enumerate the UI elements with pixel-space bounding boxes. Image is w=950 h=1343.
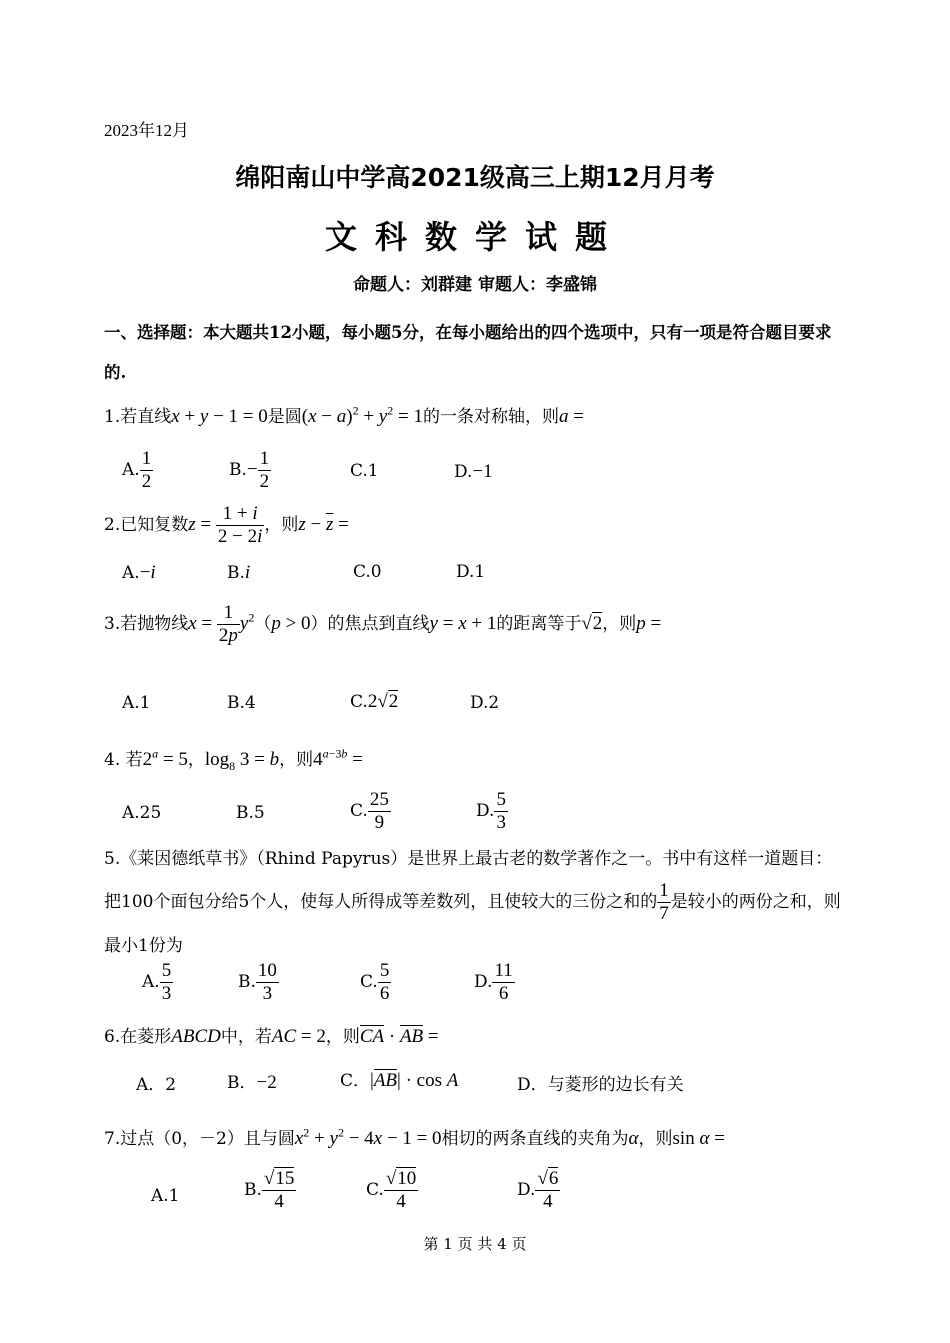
q7-option-a: A.1 xyxy=(151,1186,180,1206)
q2-option-b: B.i xyxy=(227,562,251,583)
q6-option-a: A．2 xyxy=(136,1075,177,1095)
q4-option-c: C. $\frac{25}{9}$ xyxy=(350,789,389,833)
q1-option-a: A. $\frac{1}{2}$ xyxy=(122,448,152,492)
q1-option-d: D.−1 xyxy=(454,461,493,482)
question-5: 5.《莱因德纸草书》（Rhind Papyrus）是世界上最古老的数学著作之一。书中有这样一道题目：把100个面包分给5个人，使每人所得成等差数列，且使较大的三份之和的 $\frac{1}{7}$ 是较小的两份之和，则最小1份为 xyxy=(104,849,841,956)
q5-option-c: C. $\frac{5}{6}$ xyxy=(360,960,390,1004)
q1-option-b: B.− $\frac{1}{2}$ xyxy=(229,448,270,492)
q3-option-c: C.2√2 xyxy=(350,691,399,712)
exam-authors: 命题人：刘群建 审题人：李盛锦 xyxy=(353,275,597,295)
question-4: 4. 若$2^a = 5$，$\log_8 3 = b$，则$4^{a-3b}$ = xyxy=(104,746,363,773)
q6-option-c: C．|AB| · cos A xyxy=(340,1070,459,1091)
q4-option-d: D. $\frac{5}{3}$ xyxy=(476,789,506,833)
q1-option-c: C.1 xyxy=(350,461,379,481)
page-footer: 第 1 页 共 4 页 xyxy=(423,1235,527,1253)
q2-option-d: D.1 xyxy=(456,562,486,582)
q2-option-c: C.0 xyxy=(353,562,382,582)
q5-option-d: D. $\frac{11}{6}$ xyxy=(474,960,513,1004)
q4-option-b: B.5 xyxy=(236,803,265,823)
q7-option-d: D. $\frac{√6}{4}$ xyxy=(517,1168,559,1212)
q2-option-a: A.−i xyxy=(122,562,156,583)
exam-date: 2023年12月 xyxy=(104,121,189,140)
q5-option-b: B. $\frac{10}{3}$ xyxy=(238,960,277,1004)
question-1: 1.若直线x + y − 1 = 0是圆$(x - a)^2 + y^2 = 1$的一条对称轴，则a = xyxy=(104,403,584,427)
question-2: 2.已知复数z = $\frac{1 + i}{2 - 2i}$ ，则$z - \overline{z}$ = xyxy=(104,503,349,547)
question-6: 6.在菱形ABCD中，若AC = 2，则CA · AB = xyxy=(104,1026,439,1047)
exam-title: 绵阳南山中学高2021级高三上期12月月考 xyxy=(235,163,715,192)
q3-option-b: B.4 xyxy=(227,693,256,713)
section-heading: 一、选择题：本大题共12小题，每小题5分，在每小题给出的四个选项中，只有一项是符合题目要求的. xyxy=(104,323,832,382)
q4-option-a: A.25 xyxy=(122,803,162,823)
q5-option-a: A. $\frac{5}{3}$ xyxy=(142,960,172,1004)
q3-option-d: D.2 xyxy=(470,693,500,713)
q6-option-b: B．−2 xyxy=(227,1072,277,1093)
q6-option-d: D．与菱形的边长有关 xyxy=(517,1075,684,1095)
q3-option-a: A.1 xyxy=(122,693,151,713)
question-3: 3.若抛物线x = $\frac{1}{2p}$ $y^2(p > 0)$的焦点到直线y = x + 1的距离等于√2，则p = xyxy=(104,602,662,646)
question-7: 7.过点（0，－2）且与圆$x^2 + y^2 - 4x - 1 = 0$相切的两条直线的夹角为α，则sin α = xyxy=(104,1125,725,1149)
q7-option-b: B. $\frac{√15}{4}$ xyxy=(244,1168,295,1212)
q7-option-c: C. $\frac{√10}{4}$ xyxy=(366,1168,417,1212)
exam-subtitle: 文科数学试题 xyxy=(324,218,625,256)
